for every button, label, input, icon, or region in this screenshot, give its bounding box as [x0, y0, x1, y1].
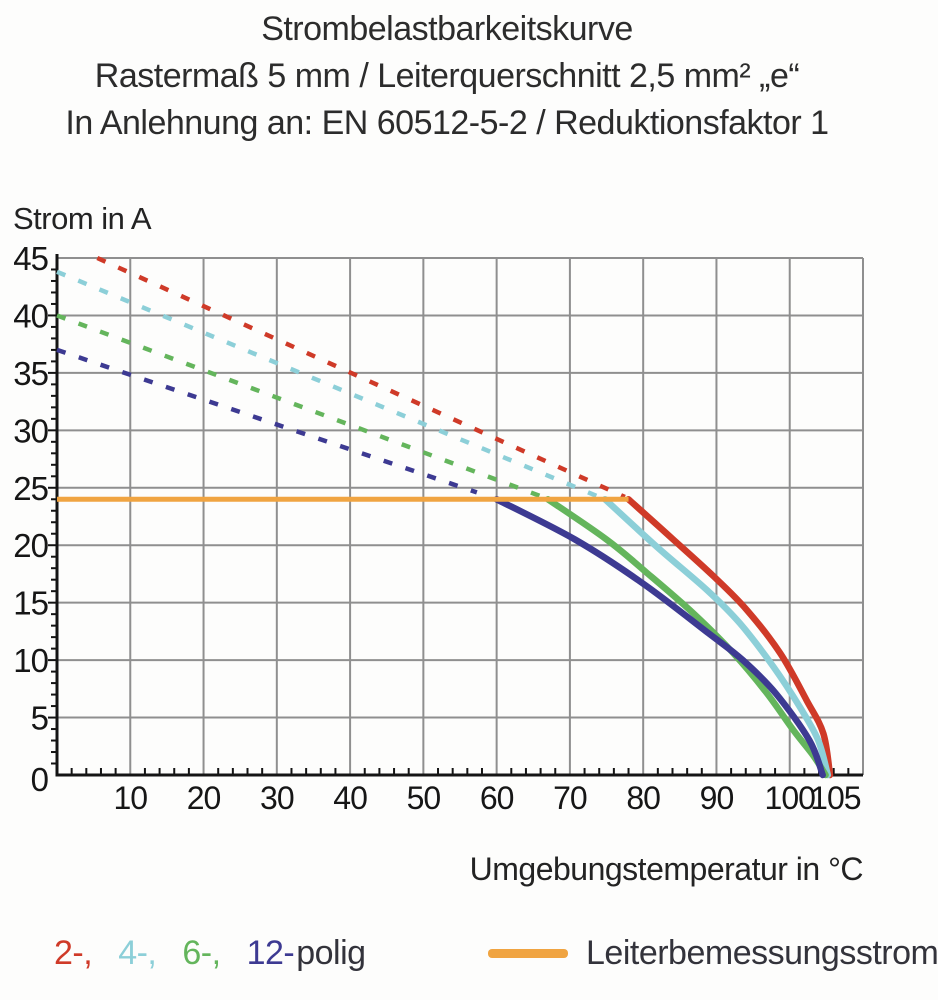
y-tick-label-5: 5 [30, 699, 48, 737]
y-tick-label-20: 20 [13, 527, 48, 565]
legend-reference [488, 934, 938, 973]
chart-subtitle: Rastermaß 5 mm / Leiterquerschnitt 2,5 mm² „e“ [94, 57, 800, 95]
series-layer [57, 258, 830, 775]
axis-layer [56, 254, 864, 777]
x-tick-label-50: 50 [406, 780, 441, 816]
y-tick-label-45: 45 [13, 240, 48, 277]
legend-pole-counts [54, 934, 366, 973]
chart-title: Strombelastbarkeitskurve [261, 10, 633, 48]
legend-label-2-polig: 2-, [54, 934, 93, 972]
series-4-polig-dashed [57, 272, 599, 497]
legend-pole-numbers [54, 934, 296, 972]
legend-label-12-polig: 12- [246, 934, 295, 972]
tick-label-layer [13, 240, 860, 816]
x-tick-label-10: 10 [113, 780, 148, 816]
reference-line-label: Leiterbemessungsstrom [586, 934, 938, 972]
legend-pole-suffix: polig [296, 934, 366, 972]
x-tick-label-30: 30 [260, 780, 294, 816]
x-tick-label-80: 80 [626, 780, 660, 816]
x-tick-label-90: 90 [699, 780, 734, 816]
x-tick-label-40: 40 [333, 780, 367, 816]
y-tick-label-30: 30 [13, 412, 48, 450]
series-12-polig-solid [497, 499, 823, 775]
y-tick-label-35: 35 [13, 354, 48, 392]
x-tick-label-70: 70 [553, 780, 587, 816]
chart-standard-note: In Anlehnung an: EN 60512-5-2 / Reduktionsfaktor 1 [65, 104, 829, 142]
y-tick-label-40: 40 [13, 297, 48, 335]
series-12-polig-dashed [57, 350, 477, 492]
grid-layer [57, 258, 863, 775]
legend-label-4-polig: 4-, [118, 934, 157, 972]
x-tick-label-105: 105 [810, 780, 861, 816]
y-tick-label-15: 15 [13, 584, 48, 622]
x-tick-label-100: 100 [764, 780, 815, 816]
reference-line-swatch [488, 949, 568, 958]
legend-label-6-polig: 6-, [182, 934, 221, 972]
y-tick-label-25: 25 [13, 469, 48, 507]
x-tick-label-20: 20 [186, 780, 221, 816]
y-axis-title: Strom in A [13, 201, 151, 236]
x-tick-label-60: 60 [479, 780, 514, 816]
y-tick-label-0: 0 [30, 761, 48, 798]
x-axis-title: Umgebungstemperatur in °C [469, 851, 863, 887]
series-2-polig-dashed [97, 258, 625, 497]
series-6-polig-solid [548, 499, 826, 775]
y-tick-label-10: 10 [13, 642, 48, 680]
tick-layer [48, 269, 848, 775]
